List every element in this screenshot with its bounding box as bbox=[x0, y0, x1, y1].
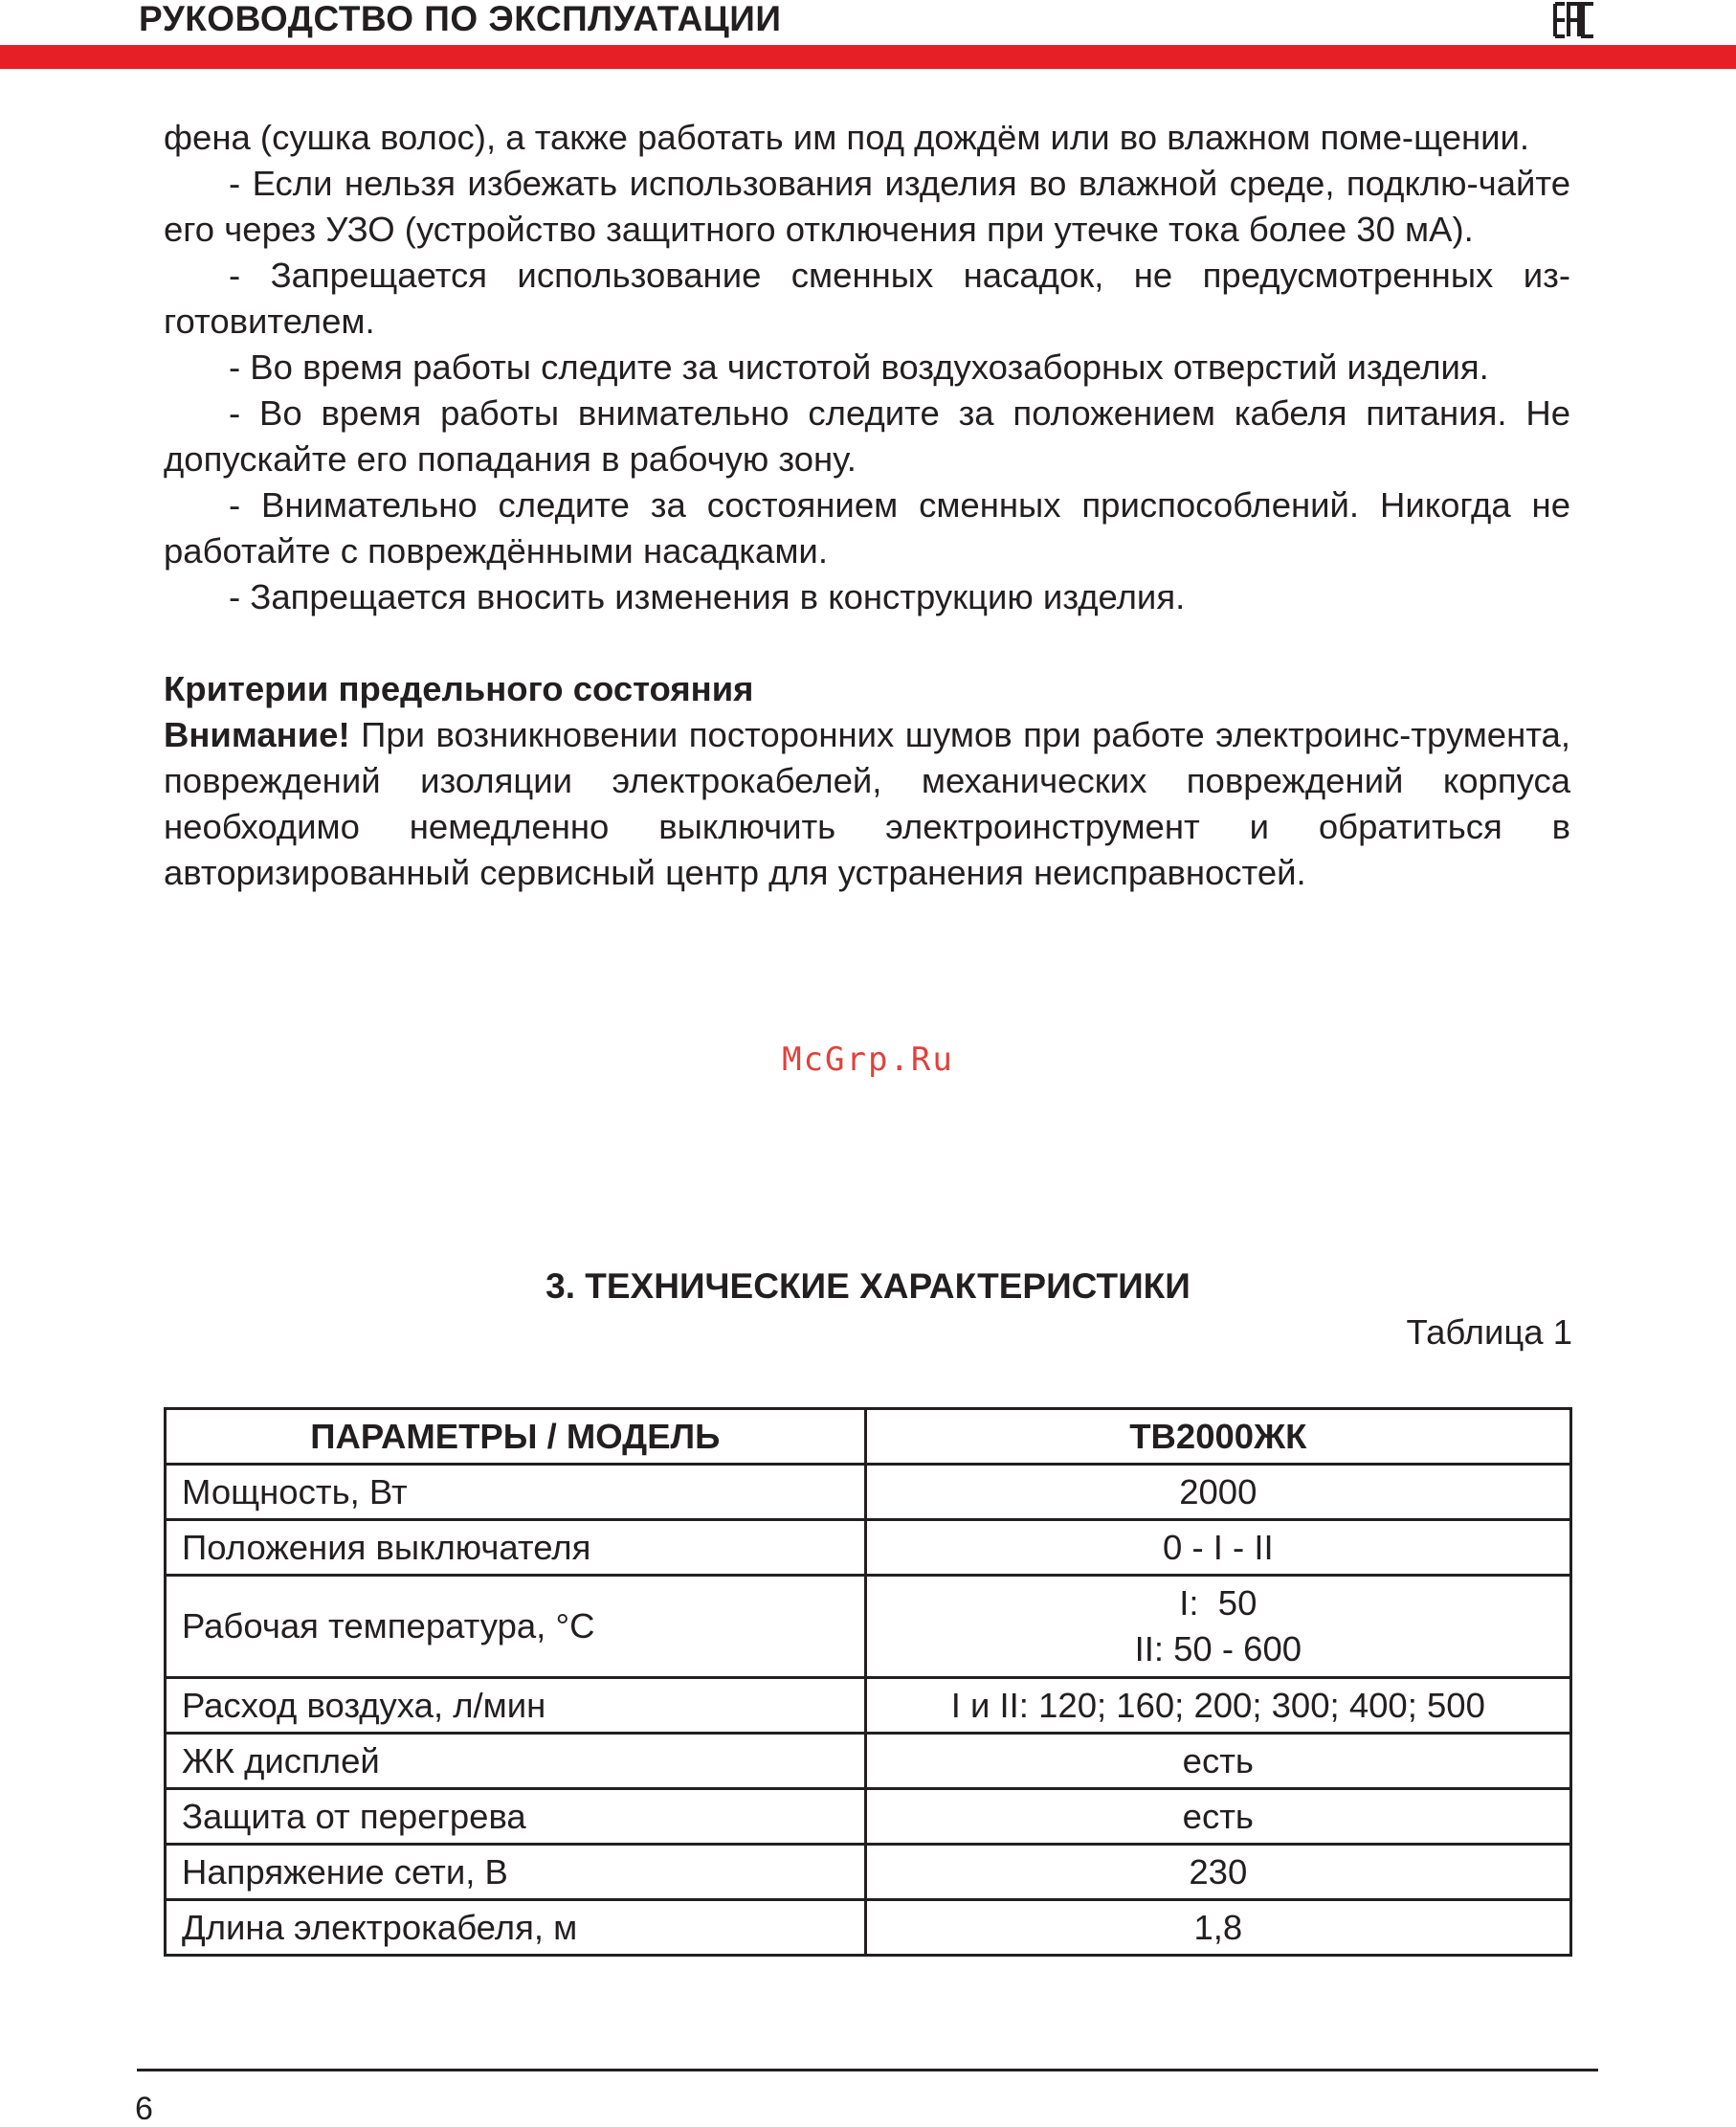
param-cell: Рабочая температура, °С bbox=[166, 1576, 866, 1678]
warning-label: Внимание! bbox=[164, 715, 350, 754]
warning-paragraph bbox=[164, 712, 1570, 896]
specs-table bbox=[164, 1407, 1572, 1957]
footer-rule bbox=[137, 2069, 1598, 2071]
column-header-parameters: ПАРАМЕТРЫ / МОДЕЛЬ bbox=[166, 1409, 866, 1465]
paragraph-cable: - Во время работы внимательно следите за положением кабеля питания. Не допускайте его попадания в рабочую зону. bbox=[164, 393, 1570, 479]
value-cell: 1,8 bbox=[865, 1900, 1570, 1956]
paragraph-rcd: - Если нельзя избежать использования изделия во влажной среде, подклю-чайте его через УЗО (устройство защитного отключения при утечке тока более 30 мА). bbox=[164, 164, 1570, 249]
table-row bbox=[166, 1900, 1571, 1956]
criteria-heading: Критерии предельного состояния bbox=[164, 669, 754, 708]
table-row bbox=[166, 1520, 1571, 1576]
watermark: McGrp.Ru bbox=[782, 1041, 954, 1079]
table-row bbox=[166, 1734, 1571, 1789]
value-cell: есть bbox=[865, 1734, 1570, 1789]
paragraph-continuation: фена (сушка волос), а также работать им под дождём или во влажном поме-щении. bbox=[164, 118, 1530, 157]
value-cell bbox=[865, 1576, 1570, 1678]
param-cell: Защита от перегрева bbox=[166, 1789, 866, 1845]
table-row bbox=[166, 1576, 1571, 1678]
value-line-1: I: 50 bbox=[1179, 1583, 1257, 1623]
param-cell: Расход воздуха, л/мин bbox=[166, 1678, 866, 1734]
value-cell: I и II: 120; 160; 200; 300; 400; 500 bbox=[865, 1678, 1570, 1734]
value-line-2: II: 50 - 600 bbox=[1134, 1629, 1302, 1668]
table-row bbox=[166, 1789, 1571, 1845]
param-cell: Положения выключателя bbox=[166, 1520, 866, 1576]
paragraph-air-intake: - Во время работы следите за чистотой воздухозаборных отверстий изделия. bbox=[229, 347, 1489, 387]
instructions-text bbox=[164, 115, 1570, 896]
table-label: Таблица 1 bbox=[1406, 1312, 1572, 1352]
header-accent-bar bbox=[0, 45, 1736, 69]
table-row bbox=[166, 1845, 1571, 1900]
value-cell: 230 bbox=[865, 1845, 1570, 1900]
paragraph-attachments: - Запрещается использование сменных насадок, не предусмотренных из-готовителем. bbox=[164, 256, 1570, 341]
table-row bbox=[166, 1465, 1571, 1520]
section-title: 3. ТЕХНИЧЕСКИЕ ХАРАКТЕРИСТИКИ bbox=[545, 1266, 1191, 1306]
header-title: РУКОВОДСТВО ПО ЭКСПЛУАТАЦИИ bbox=[139, 0, 782, 38]
value-cell: 2000 bbox=[865, 1465, 1570, 1520]
value-cell: 0 - I - II bbox=[865, 1520, 1570, 1576]
paragraph-accessories: - Внимательно следите за состоянием сменных приспособлений. Никогда не работайте с повреждёнными насадками. bbox=[164, 485, 1570, 571]
param-cell: ЖК дисплей bbox=[166, 1734, 866, 1789]
table-row bbox=[166, 1678, 1571, 1734]
warning-text: При возникновении посторонних шумов при работе электроинс-трумента, повреждений изоляции электрокабелей, механических повреждений корпуса необходимо немедленно выключить электроинструмент и обратиться в авторизированный сервисный центр для устранения неисправностей. bbox=[164, 715, 1570, 892]
paragraph-modifications: - Запрещается вносить изменения в конструкцию изделия. bbox=[229, 577, 1186, 616]
param-cell: Мощность, Вт bbox=[166, 1465, 866, 1520]
table-header-row bbox=[166, 1409, 1571, 1465]
param-cell: Длина электрокабеля, м bbox=[166, 1900, 866, 1956]
page-number: 6 bbox=[135, 2091, 153, 2127]
eac-logo bbox=[1553, 2, 1595, 38]
column-header-model: ТВ2000ЖК bbox=[865, 1409, 1570, 1465]
value-cell: есть bbox=[865, 1789, 1570, 1845]
param-cell: Напряжение сети, В bbox=[166, 1845, 866, 1900]
